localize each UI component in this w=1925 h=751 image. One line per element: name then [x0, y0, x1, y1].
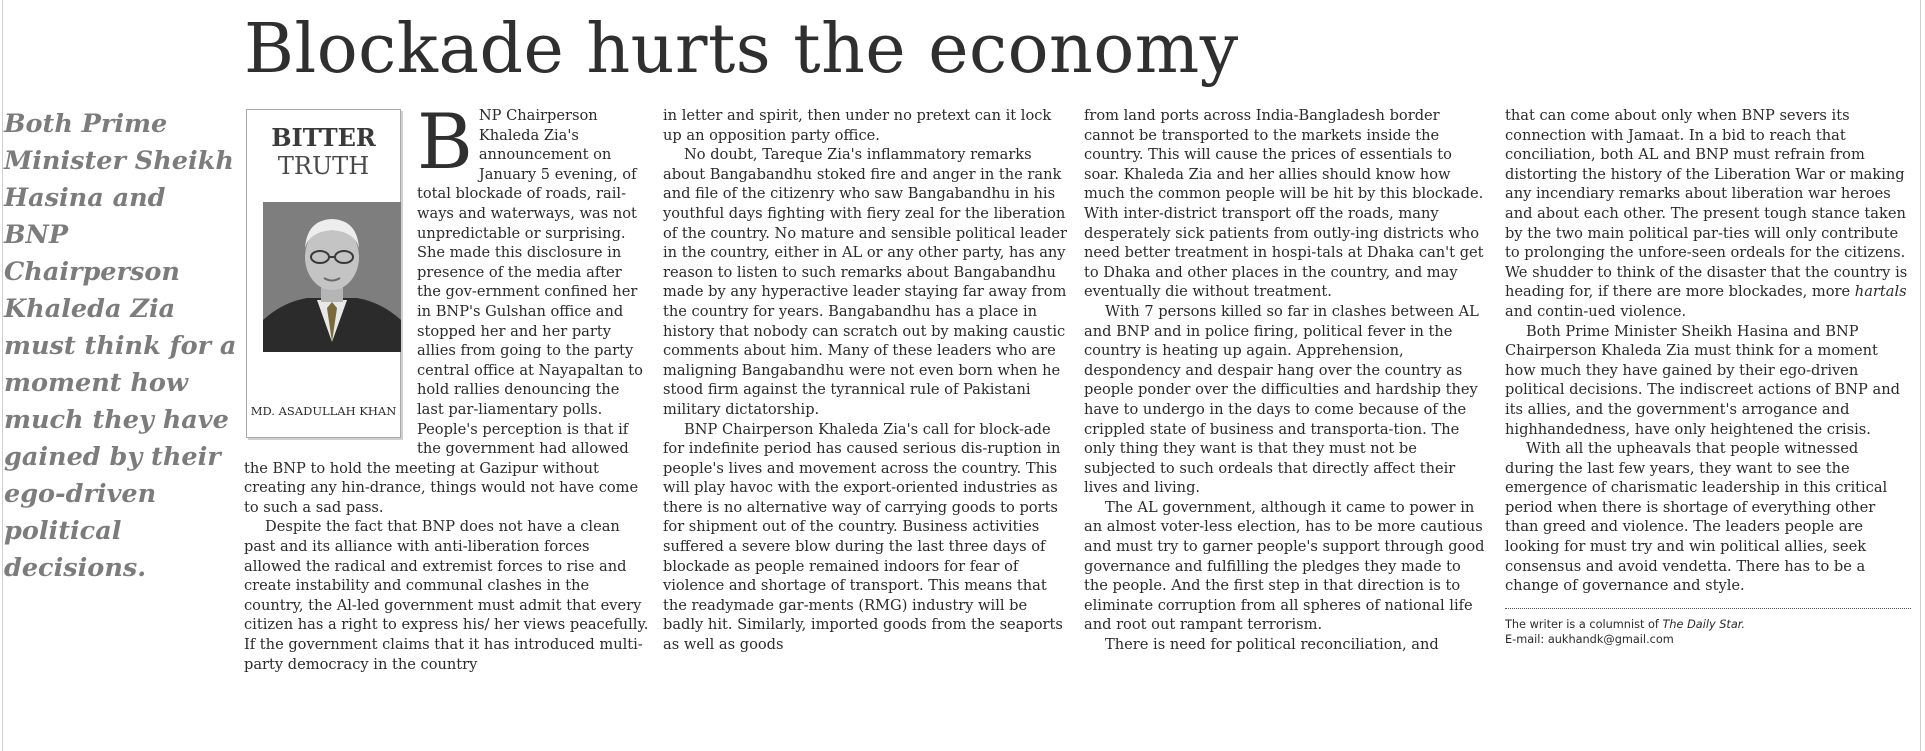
headline: Blockade hurts the economy — [244, 10, 1239, 89]
drop-cap: B — [417, 97, 473, 186]
article-paragraph — [1505, 106, 1911, 322]
article-paragraph: There is need for political reconciliation, and — [1105, 636, 1439, 654]
column-logo-truth: TRUTH — [277, 152, 370, 180]
article-paragraph: No doubt, Tareque Zia's inflammatory remarks about Bangabandhu stoked fire and anger in the rank and file of the citizenry who saw Bangabandhu in his youthful days fighting with fiery zeal for the liberation of the country. No mature and sensible political leader in the country, either in AL or any other party, has any reason to listen to such remarks about Bangabandhu made by any hyperactive leader staying far away from the country for years. Bangabandhu has a place in history that nobody can scratch out by making caustic comments about him. Many of these leaders who are maligning Bangabandhu were not even born when he stood firm against the tyrannical rule of Pakistani military dictatorship. — [663, 146, 1067, 418]
article-paragraph: Despite the fact that BNP does not have a clean past and its alliance with anti-liberation forces allowed the radical and extremist forces to rise and create instability and communal clashes in the country, the Al-led government must admit that every citizen has a right to express his/ her views peacefully. If the government claims that it has introduced multi-party democracy in the country — [244, 518, 649, 673]
page-edge-right — [1920, 0, 1921, 751]
article-paragraph: in letter and spirit, then under no pretext can it lock up an opposition party office. — [663, 107, 1052, 144]
paragraph-text: and contin-ued violence. — [1505, 302, 1687, 320]
article-column-3 — [1084, 106, 1489, 655]
author-footnote — [1505, 617, 1911, 647]
article-paragraph: NP Chairperson Khaleda Zia's announcement on January 5 evening, of total blockade of roads, rail-ways and waterways, was not unpredictable or surprising. She made this disclosure in presence of the media after the gov-ernment confined her in BNP's Gulshan office and stopped her and her party allies from going to the party central office at Nayapaltan to hold rallies denouncing the last par-liamentary polls. People's perception is that if the government had allowed the BNP to hold the meeting at Gazipur without creating any hin-drance, things would not have come to such a sad pass. — [244, 107, 643, 516]
author-photo — [263, 202, 401, 352]
article-paragraph: With all the upheavals that people witnessed during the last few years, they want to see the emergence of charismatic leadership in this critical period when there is shortage of everything other than greed and violence. The leaders people are looking for must try and win political allies, seek consensus and avoid vendetta. There has to be a change of governance and style. — [1505, 440, 1888, 595]
page-edge-left — [2, 0, 3, 751]
author-email: E-mail: aukhandk@gmail.com — [1505, 632, 1674, 646]
article-paragraph: from land ports across India-Bangladesh border cannot be transported to the markets inside the country. This will cause the prices of essentials to soar. Khaleda Zia and her allies should know how much the common people will be hit by this blockade. With inter-district transport off the roads, many desperately sick patients from outly-ing districts who need better treatment in hospi-tals at Dhaka can't get to Dhaka and other places in the country, and may eventually die without treatment. — [1084, 107, 1484, 301]
footnote-divider — [1505, 608, 1911, 609]
article-column-4 — [1505, 106, 1911, 647]
author-name: MD. ASADULLAH KHAN — [250, 404, 397, 418]
article-column-1 — [244, 97, 649, 674]
italic-term: hartals — [1854, 283, 1907, 301]
footnote-text: The writer is a columnist of — [1505, 617, 1659, 631]
article-paragraph: With 7 persons killed so far in clashes between AL and BNP and in police firing, political fever in the country is heating up again. Apprehension, despondency and despair hang over the country as people ponder over the difficulties and hardship they have to undergo in the days to come because of the crippled state of business and transporta-tion. The only thing they want is that they must not be subjected to such ordeals that directly affect their lives and living. — [1084, 302, 1479, 497]
pull-quote: Both Prime Minister Sheikh Hasina and BNP Chairperson Khaleda Zia must think for a moment how much they have gained by their ego-driven political decisions. — [4, 109, 237, 583]
footnote-line — [1505, 617, 1911, 632]
article-paragraph: BNP Chairperson Khaleda Zia's call for block-ade for indefinite period has caused serious dis-ruption in people's lives and movement across the country. This will play havoc with the export-oriented industries as there is no alternative way of carrying goods to ports for shipment out of the country. Business activities suffered a severe blow during the last three days of blockade as people remained indoors for fear of violence and shortage of transport. This means that the readymade gar-ments (RMG) industry will be badly hit. Similarly, imported goods from the seaports as well as goods — [663, 420, 1063, 654]
article-column-2 — [663, 106, 1068, 655]
newspaper-name: The Daily Star. — [1662, 617, 1745, 631]
column-logo-box — [246, 109, 401, 438]
column-logo-bitter: BITTER — [271, 123, 376, 152]
article-paragraph: The AL government, although it came to power in an almost voter-less election, has to be more cautious and must try to garner people's support through good governance and fulfilling the pledges they made to the people. And the first step in that direction is to eliminate corruption from all spheres of national life and root out rampant terrorism. — [1084, 498, 1485, 634]
article-paragraph: Both Prime Minister Sheikh Hasina and BNP Chairperson Khaleda Zia must think for a moment how much they have gained by their ego-driven political decisions. The indiscreet actions of BNP and its allies, and the government's arrogance and highhandedness, have only heightened the crisis. — [1505, 322, 1900, 438]
paragraph-text: that can come about only when BNP severs its connection with Jamaat. In a bid to reach that conciliation, both AL and BNP must refrain from distorting the history of the Liberation War or making any incendiary remarks about liberation war heroes and about each other. The present tough stance taken by the two main political par-ties will only contribute to prolonging the unfore-seen ordeals for the citizens. We shudder to think of the disaster that the country is heading for, if there are more blockades, more — [1505, 107, 1908, 301]
